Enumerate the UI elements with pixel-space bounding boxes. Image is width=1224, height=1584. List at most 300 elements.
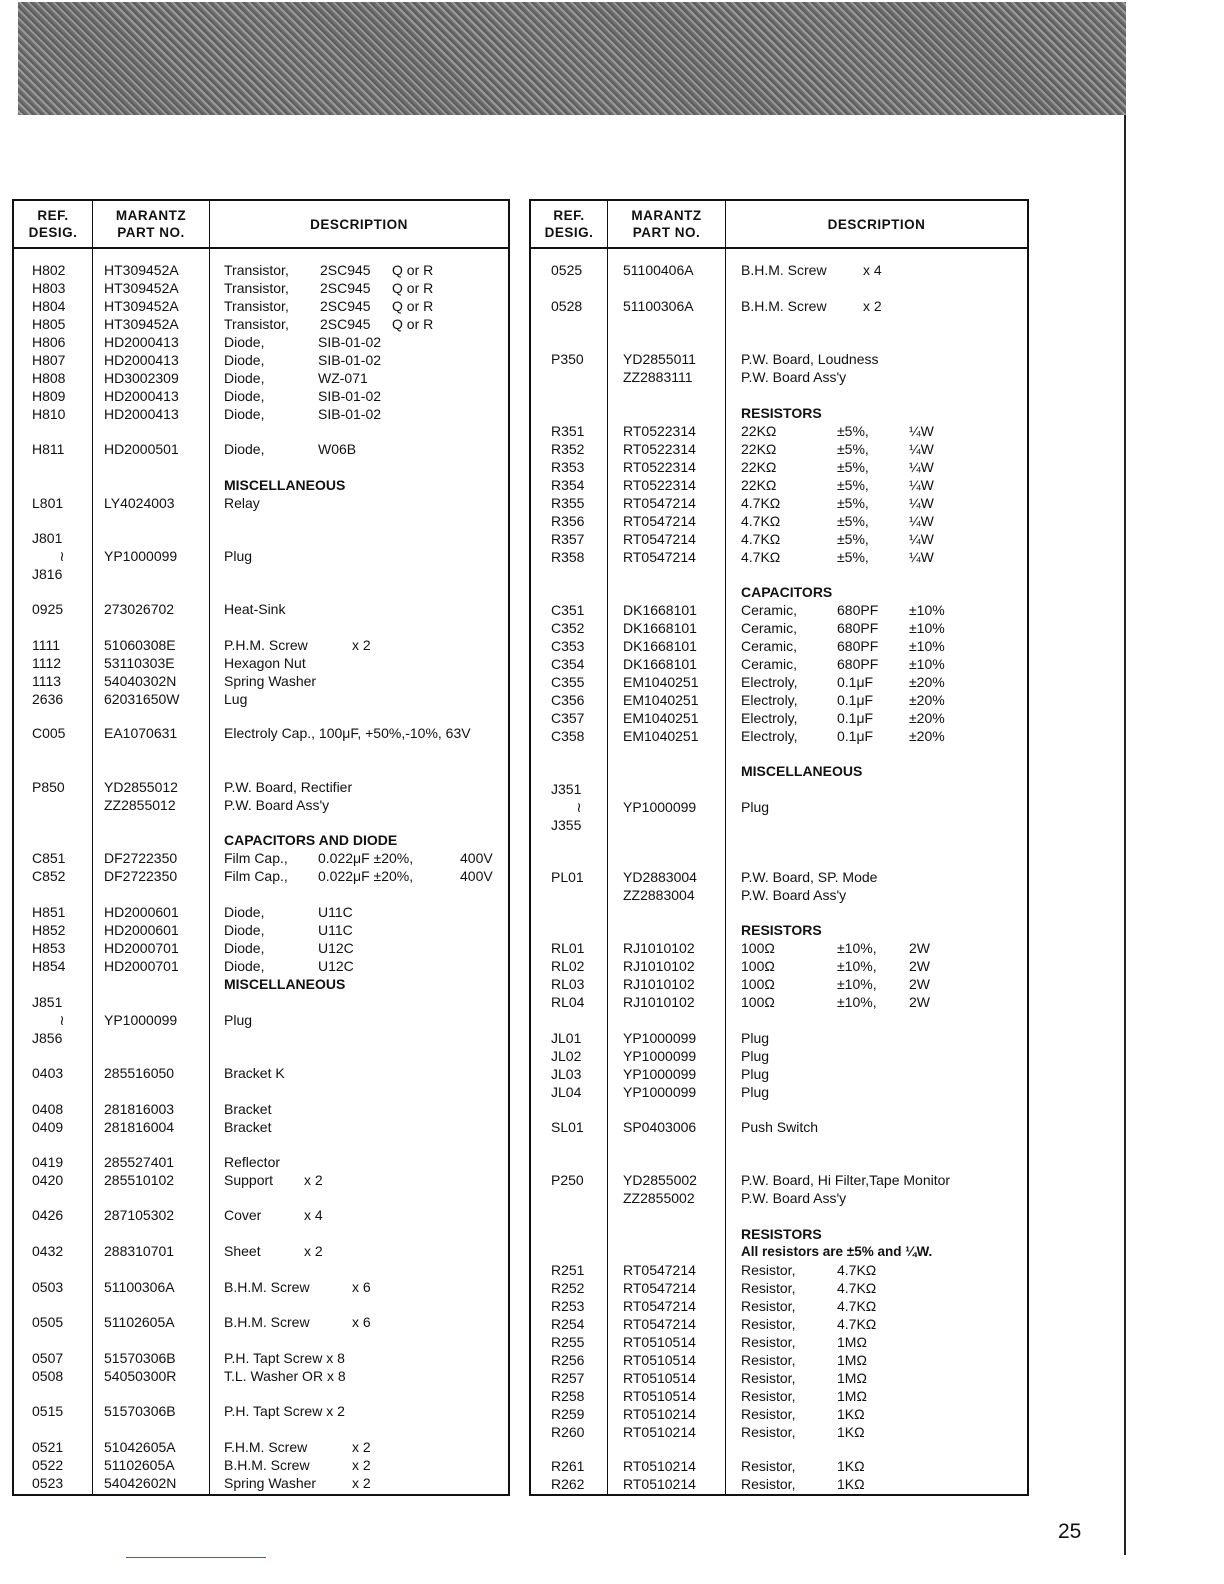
description-cell: 4.7KΩ: [741, 495, 781, 511]
description-value-cell: 0.1μF: [837, 692, 874, 708]
table-row: [531, 422, 1027, 440]
ref-desig-cell: 0507: [32, 1350, 64, 1366]
ref-desig-cell: R354: [551, 477, 585, 493]
ref-desig-cell: C852: [32, 868, 66, 884]
ref-desig-cell: H808: [32, 370, 66, 386]
table-row: [14, 1313, 508, 1331]
description-cell: Plug: [741, 1084, 770, 1100]
description-cell: Resistor,: [741, 1424, 796, 1440]
header-ref-line2: DESIG.: [28, 225, 78, 240]
description-cell: 100Ω: [741, 976, 775, 992]
ref-desig-cell: 1113: [32, 673, 62, 689]
description-rating-cell: ¼W: [909, 513, 934, 529]
table-row: [531, 494, 1027, 512]
description-cell: Diode,: [224, 958, 265, 974]
table-row: [14, 565, 508, 583]
table-row: [531, 780, 1027, 798]
header-part-line1: MARANTZ: [115, 208, 187, 223]
part-no-cell: 62031650W: [104, 691, 180, 707]
description-cell: Electroly,: [741, 710, 798, 726]
description-cell: 100Ω: [741, 958, 775, 974]
description-rating-cell: Q or R: [392, 262, 434, 278]
ref-desig-cell: 1112: [32, 655, 62, 671]
part-no-cell: RT0510214: [623, 1406, 696, 1422]
section-heading-row: [14, 975, 508, 993]
description-rating-cell: ±20%: [909, 710, 945, 726]
table-row: [531, 476, 1027, 494]
table-row: [531, 1387, 1027, 1405]
table-row: [531, 637, 1027, 655]
description-cell: Diode,: [224, 940, 265, 956]
part-no-cell: RT0522314: [623, 423, 696, 439]
ref-desig-cell: R351: [551, 423, 585, 439]
part-no-cell: RJ1010102: [623, 958, 695, 974]
ref-desig-cell: R258: [551, 1388, 585, 1404]
ref-desig-cell: H807: [32, 352, 66, 368]
parts-table-right: [529, 199, 1029, 1496]
table-row: [531, 1171, 1027, 1189]
table-row: [531, 1297, 1027, 1315]
ref-desig-cell: R251: [551, 1262, 585, 1278]
part-no-cell: YP1000099: [623, 1030, 697, 1046]
section-heading-row: [531, 404, 1027, 422]
description-value-cell: U11C: [318, 922, 353, 938]
ref-desig-cell: R256: [551, 1352, 585, 1368]
header-part-no: [608, 201, 725, 247]
table-row: [531, 1261, 1027, 1279]
part-no-cell: ZZ2883111: [623, 369, 693, 385]
ref-desig-cell: 0523: [32, 1475, 64, 1491]
description-rating-cell: Q or R: [392, 280, 434, 296]
section-heading: MISCELLANEOUS: [224, 976, 346, 992]
header-ref-desig: [14, 201, 92, 247]
part-no-cell: EM1040251: [623, 692, 699, 708]
part-no-cell: YP1000099: [104, 548, 178, 564]
description-value-cell: 680PF: [837, 602, 879, 618]
header-part-no: [93, 201, 209, 247]
description-cell: P.W. Board, SP. Mode: [741, 869, 878, 885]
description-rating-cell: ¼W: [909, 477, 934, 493]
ref-desig-cell: 0409: [32, 1119, 64, 1135]
ref-desig-cell: C357: [551, 710, 585, 726]
table-row: [14, 297, 508, 315]
table-row: [531, 957, 1027, 975]
table-row: [14, 672, 508, 690]
table-row: [14, 724, 508, 742]
part-no-cell: DK1668101: [623, 602, 697, 618]
ref-desig-cell: J856: [32, 1030, 63, 1046]
description-value-cell: 2SC945: [320, 316, 371, 332]
ref-desig-cell: C851: [32, 850, 66, 866]
description-cell: Resistor,: [741, 1458, 796, 1474]
table-row: [531, 709, 1027, 727]
description-cell: P.W. Board Ass'y: [741, 887, 847, 903]
description-cell: Transistor,: [224, 262, 289, 278]
table-row: [531, 993, 1027, 1011]
ref-desig-cell: C353: [551, 638, 585, 654]
description-cell: Diode,: [224, 441, 265, 457]
description-value-cell: x 4: [304, 1207, 323, 1223]
table-row: [14, 1100, 508, 1118]
part-no-cell: 51060308E: [104, 637, 176, 653]
description-rating-cell: 2W: [909, 976, 930, 992]
ref-desig-cell: SL01: [551, 1119, 584, 1135]
header-description-label: DESCRIPTION: [827, 216, 926, 232]
description-cell: Bracket: [224, 1119, 272, 1135]
table-row: [14, 939, 508, 957]
part-no-cell: RT0510214: [623, 1424, 696, 1440]
description-cell: Plug: [741, 799, 770, 815]
page-edge-rule: [1124, 115, 1126, 1555]
table-row: [14, 261, 508, 279]
description-value-cell: ±10%,: [837, 958, 877, 974]
description-cell: Electroly Cap., 100μF, +50%,-10%, 63V: [224, 725, 471, 741]
description-rating-cell: Q or R: [392, 316, 434, 332]
description-cell: P.W. Board, Hi Filter,Tape Monitor: [741, 1172, 951, 1188]
ref-desig-cell: C358: [551, 728, 585, 744]
section-heading-row: [531, 1243, 1027, 1261]
description-cell: Resistor,: [741, 1406, 796, 1422]
table-row: [14, 636, 508, 654]
description-value-cell: 680PF: [837, 638, 879, 654]
description-value-cell: x 2: [304, 1172, 323, 1188]
description-cell: Plug: [741, 1030, 770, 1046]
part-no-cell: 54042602N: [104, 1475, 177, 1491]
part-no-cell: RT0522314: [623, 441, 696, 457]
ref-desig-cell: J351: [551, 781, 582, 797]
ref-desig-cell: H852: [32, 922, 66, 938]
ref-desig-cell: JL01: [551, 1030, 582, 1046]
description-cell: Electroly,: [741, 728, 798, 744]
description-cell: Resistor,: [741, 1370, 796, 1386]
description-cell: P.H. Tapt Screw x 8: [224, 1350, 345, 1366]
ref-desig-cell: R252: [551, 1280, 585, 1296]
table-row: [14, 1206, 508, 1224]
part-no-cell: YP1000099: [623, 1048, 697, 1064]
table-row: [531, 1423, 1027, 1441]
description-cell: Ceramic,: [741, 656, 798, 672]
description-cell: Bracket K: [224, 1065, 285, 1081]
ref-desig-cell: 0528: [551, 298, 583, 314]
description-rating-cell: ±10%: [909, 602, 945, 618]
part-no-cell: 51100306A: [623, 298, 694, 314]
description-cell: 100Ω: [741, 994, 775, 1010]
description-cell: Plug: [224, 1012, 253, 1028]
description-value-cell: ±5%,: [837, 459, 869, 475]
ref-desig-cell: H804: [32, 298, 66, 314]
header-ref-line1: REF.: [37, 208, 69, 223]
table-row: [14, 1153, 508, 1171]
table-row: [14, 494, 508, 512]
table-header: [14, 201, 508, 249]
part-no-cell: YD2883004: [623, 869, 697, 885]
ref-desig-cell: 0432: [32, 1243, 64, 1259]
part-no-cell: LY4024003: [104, 495, 175, 511]
ref-desig-cell: H802: [32, 262, 66, 278]
part-no-cell: RT0510514: [623, 1370, 696, 1386]
description-value-cell: x 6: [352, 1279, 371, 1295]
part-no-cell: 54040302N: [104, 673, 177, 689]
table-row: [14, 849, 508, 867]
part-no-cell: RT0547214: [623, 513, 696, 529]
description-cell: B.H.M. Screw: [224, 1314, 310, 1330]
part-no-cell: 51102605A: [104, 1314, 175, 1330]
description-value-cell: 0.1μF: [837, 674, 874, 690]
description-value-cell: 1MΩ: [837, 1352, 867, 1368]
description-value-cell: x 2: [352, 1475, 371, 1491]
description-rating-cell: ±20%: [909, 674, 945, 690]
description-value-cell: 4.7KΩ: [837, 1262, 877, 1278]
description-cell: 4.7KΩ: [741, 513, 781, 529]
part-no-cell: RJ1010102: [623, 976, 695, 992]
part-no-cell: EM1040251: [623, 728, 699, 744]
table-row: [14, 405, 508, 423]
table-row: [14, 279, 508, 297]
table-row: [531, 530, 1027, 548]
description-cell: Hexagon Nut: [224, 655, 306, 671]
ref-desig-cell: H805: [32, 316, 66, 332]
description-cell: Lug: [224, 691, 248, 707]
table-row: [531, 1333, 1027, 1351]
description-value-cell: 2SC945: [320, 280, 371, 296]
description-cell: B.H.M. Screw: [741, 262, 827, 278]
description-cell: Sheet: [224, 1243, 261, 1259]
section-heading: MISCELLANEOUS: [741, 763, 863, 779]
table-row: [531, 368, 1027, 386]
description-value-cell: ±5%,: [837, 441, 869, 457]
table-row: [14, 1349, 508, 1367]
header-description: [210, 201, 508, 247]
description-rating-cell: ¼W: [909, 423, 934, 439]
ref-desig-cell: JL02: [551, 1048, 582, 1064]
header-ref-desig: [531, 201, 607, 247]
ref-desig-cell: 0503: [32, 1279, 64, 1295]
table-row: [531, 691, 1027, 709]
table-row: [14, 1456, 508, 1474]
description-cell: Push Switch: [741, 1119, 819, 1135]
description-value-cell: 0.022μF ±20%,: [318, 850, 414, 866]
description-cell: Resistor,: [741, 1334, 796, 1350]
part-no-cell: 281816003: [104, 1101, 175, 1117]
description-cell: Transistor,: [224, 280, 289, 296]
part-no-cell: YP1000099: [623, 799, 697, 815]
table-row: [14, 1402, 508, 1420]
section-heading-row: [531, 921, 1027, 939]
description-cell: Resistor,: [741, 1388, 796, 1404]
part-no-cell: 51042605A: [104, 1439, 176, 1455]
table-row: [531, 1189, 1027, 1207]
part-no-cell: 51100306A: [104, 1279, 175, 1295]
description-cell: Film Cap.,: [224, 868, 288, 884]
description-value-cell: x 6: [352, 1314, 371, 1330]
description-value-cell: 0.1μF: [837, 728, 874, 744]
part-no-cell: 285527401: [104, 1154, 175, 1170]
description-rating-cell: ±20%: [909, 728, 945, 744]
ref-desig-cell: R355: [551, 495, 585, 511]
part-no-cell: 288310701: [104, 1243, 175, 1259]
description-value-cell: 1KΩ: [837, 1458, 865, 1474]
ref-desig-cell: R257: [551, 1370, 585, 1386]
ref-desig-cell: 1111: [32, 637, 61, 653]
ref-desig-cell: 0408: [32, 1101, 64, 1117]
description-rating-cell: ¼W: [909, 441, 934, 457]
ref-desig-cell: ≀: [576, 799, 582, 815]
footer-link-line: [126, 1557, 266, 1558]
ref-desig-cell: C352: [551, 620, 585, 636]
ref-desig-cell: H810: [32, 406, 66, 422]
header-description: [726, 201, 1027, 247]
description-rating-cell: 2W: [909, 940, 930, 956]
ref-desig-cell: 0426: [32, 1207, 64, 1223]
part-no-cell: RT0547214: [623, 1298, 696, 1314]
table-row: [14, 600, 508, 618]
section-heading: RESISTORS: [741, 922, 822, 938]
part-no-cell: YD2855011: [623, 351, 696, 367]
section-heading-row: [531, 583, 1027, 601]
table-row: [14, 796, 508, 814]
table-row: [531, 1457, 1027, 1475]
description-cell: Resistor,: [741, 1352, 796, 1368]
table-row: [14, 1474, 508, 1492]
ref-desig-cell: H806: [32, 334, 66, 350]
description-value-cell: 1MΩ: [837, 1370, 867, 1386]
description-value-cell: U12C: [318, 940, 354, 956]
part-no-cell: DK1668101: [623, 620, 697, 636]
table-row: [531, 975, 1027, 993]
section-heading-row: [531, 762, 1027, 780]
ref-desig-cell: C355: [551, 674, 585, 690]
part-no-cell: HD2000701: [104, 940, 179, 956]
table-row: [531, 548, 1027, 566]
description-value-cell: W06B: [318, 441, 357, 457]
part-no-cell: RT0547214: [623, 1262, 696, 1278]
part-no-cell: DF2722350: [104, 850, 178, 866]
description-value-cell: x 2: [352, 1439, 371, 1455]
table-row: [531, 1279, 1027, 1297]
section-heading: RESISTORS: [741, 1226, 822, 1242]
part-no-cell: 285510102: [104, 1172, 175, 1188]
description-cell: Plug: [741, 1048, 770, 1064]
description-cell: Resistor,: [741, 1280, 796, 1296]
description-rating-cell: 400V: [460, 868, 493, 884]
ref-desig-cell: R358: [551, 549, 585, 565]
description-value-cell: 0.1μF: [837, 710, 874, 726]
description-cell: P.W. Board, Loudness: [741, 351, 879, 367]
ref-desig-cell: C005: [32, 725, 66, 741]
table-row: [14, 1367, 508, 1385]
table-row: [531, 1029, 1027, 1047]
section-heading: CAPACITORS: [741, 584, 833, 600]
part-no-cell: YP1000099: [623, 1084, 697, 1100]
table-row: [14, 529, 508, 547]
table-row: [14, 1118, 508, 1136]
part-no-cell: HD2000701: [104, 958, 179, 974]
table-row: [531, 601, 1027, 619]
table-row: [14, 867, 508, 885]
table-row: [14, 1011, 508, 1029]
part-no-cell: HD2000413: [104, 406, 179, 422]
ref-desig-cell: R262: [551, 1476, 585, 1492]
description-rating-cell: 2W: [909, 994, 930, 1010]
ref-desig-cell: R356: [551, 513, 585, 529]
description-cell: Ceramic,: [741, 602, 798, 618]
part-no-cell: HT309452A: [104, 280, 179, 296]
section-heading-row: [14, 831, 508, 849]
ref-desig-cell: RL01: [551, 940, 585, 956]
part-no-cell: ZZ2855012: [104, 797, 176, 813]
table-row: [531, 297, 1027, 315]
section-heading-row: [531, 1225, 1027, 1243]
part-no-cell: 51570306B: [104, 1350, 176, 1366]
description-rating-cell: Q or R: [392, 298, 434, 314]
table-row: [531, 440, 1027, 458]
description-cell: Transistor,: [224, 316, 289, 332]
table-row: [531, 1405, 1027, 1423]
part-no-cell: 285516050: [104, 1065, 175, 1081]
part-no-cell: HD2000413: [104, 388, 179, 404]
description-value-cell: SIB-01-02: [318, 388, 382, 404]
part-no-cell: HD2000413: [104, 334, 179, 350]
table-row: [531, 619, 1027, 637]
table-row: [531, 1315, 1027, 1333]
table-row: [14, 387, 508, 405]
description-cell: Cover: [224, 1207, 262, 1223]
description-value-cell: ±10%,: [837, 976, 877, 992]
description-value-cell: 1MΩ: [837, 1334, 867, 1350]
table-row: [14, 1242, 508, 1260]
table-row: [14, 690, 508, 708]
header-part-line1: MARANTZ: [631, 208, 702, 223]
part-no-cell: RT0547214: [623, 1280, 696, 1296]
table-row: [14, 903, 508, 921]
description-value-cell: x 4: [863, 262, 882, 278]
description-cell: P.W. Board, Rectifier: [224, 779, 353, 795]
header-description-label: DESCRIPTION: [310, 216, 408, 232]
ref-desig-cell: C356: [551, 692, 585, 708]
ref-desig-cell: C351: [551, 602, 585, 618]
description-rating-cell: ±10%: [909, 638, 945, 654]
table-row: [531, 868, 1027, 886]
ref-desig-cell: R260: [551, 1424, 585, 1440]
part-no-cell: YP1000099: [623, 1066, 697, 1082]
section-heading: RESISTORS: [741, 405, 822, 421]
table-row: [14, 369, 508, 387]
part-no-cell: YD2855002: [623, 1172, 697, 1188]
ref-desig-cell: ≀: [59, 548, 65, 564]
ref-desig-cell: 2636: [32, 691, 64, 707]
description-rating-cell: ±10%: [909, 620, 945, 636]
description-cell: Resistor,: [741, 1262, 796, 1278]
ref-desig-cell: H803: [32, 280, 66, 296]
table-row: [531, 1118, 1027, 1136]
ref-desig-cell: L801: [32, 495, 64, 511]
description-value-cell: SIB-01-02: [318, 406, 382, 422]
header-banner: [18, 2, 1126, 115]
part-no-cell: RT0522314: [623, 477, 696, 493]
part-no-cell: RT0510214: [623, 1458, 696, 1474]
description-cell: Diode,: [224, 904, 265, 920]
table-row: [531, 886, 1027, 904]
part-no-cell: YP1000099: [104, 1012, 178, 1028]
ref-desig-cell: 0505: [32, 1314, 64, 1330]
part-no-cell: 281816004: [104, 1119, 175, 1135]
ref-desig-cell: RL03: [551, 976, 585, 992]
description-cell: Plug: [224, 548, 253, 564]
description-cell: Diode,: [224, 370, 265, 386]
description-rating-cell: ±20%: [909, 692, 945, 708]
ref-desig-cell: 0525: [551, 262, 583, 278]
ref-desig-cell: P850: [32, 779, 65, 795]
